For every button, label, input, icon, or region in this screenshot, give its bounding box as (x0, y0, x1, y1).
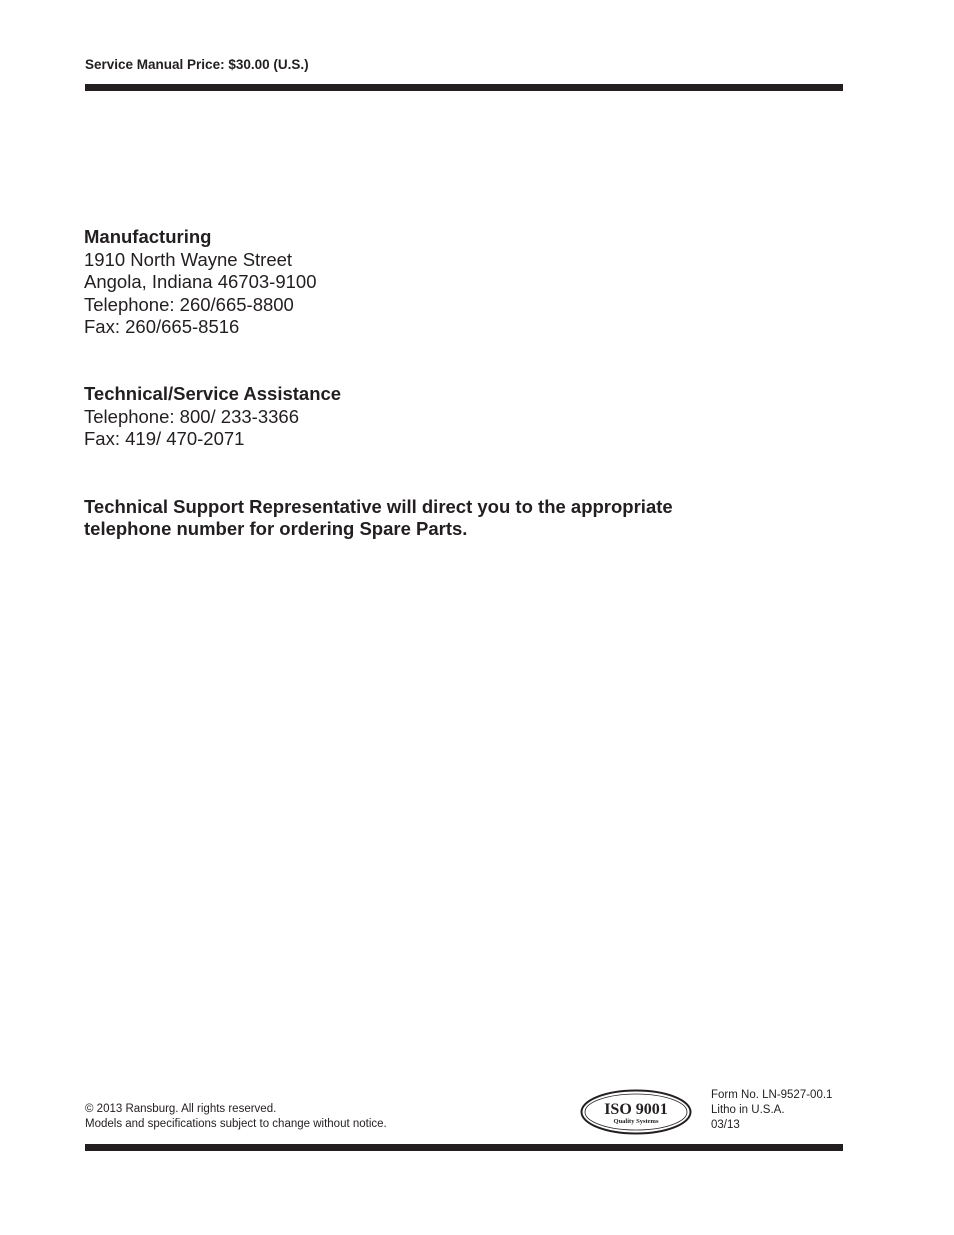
service-manual-price: Service Manual Price: $30.00 (U.S.) (85, 57, 309, 72)
top-divider (85, 84, 843, 91)
iso-logo-main-text: ISO 9001 (604, 1101, 668, 1118)
copyright-notice (85, 1102, 387, 1132)
manufacturing-heading: Manufacturing (84, 226, 212, 247)
manufacturing-street: 1910 North Wayne Street (84, 248, 293, 270)
form-number: Form No. LN-9527-00.1 (711, 1089, 833, 1101)
manufacturing-fax: Fax: 260/665-8516 (84, 316, 240, 337)
manufacturing-contact (84, 226, 316, 339)
copyright-line: © 2013 Ransburg. All rights reserved. (85, 1103, 277, 1115)
spare-parts-note (84, 496, 673, 540)
technical-assistance-contact (84, 383, 341, 451)
litho-location: Litho in U.S.A. (711, 1104, 785, 1116)
manufacturing-telephone: Telephone: 260/665-8800 (84, 293, 294, 315)
technical-telephone: Telephone: 800/ 233-3366 (84, 405, 299, 427)
iso-9001-logo (580, 1089, 692, 1135)
form-date: 03/13 (711, 1119, 740, 1131)
form-info (711, 1088, 832, 1133)
bottom-divider (85, 1144, 843, 1151)
manufacturing-city: Angola, Indiana 46703-9100 (84, 271, 317, 292)
disclaimer-line: Models and specifications subject to change without notice. (85, 1118, 387, 1130)
technical-heading: Technical/Service Assistance (84, 383, 342, 404)
note-line: Technical Support Representative will direct you to the appropriate (84, 496, 673, 517)
iso-logo-sub-text: Quality Systems (613, 1118, 659, 1125)
technical-fax: Fax: 419/ 470-2071 (84, 428, 245, 449)
note-line: telephone number for ordering Spare Parts. (84, 518, 468, 539)
